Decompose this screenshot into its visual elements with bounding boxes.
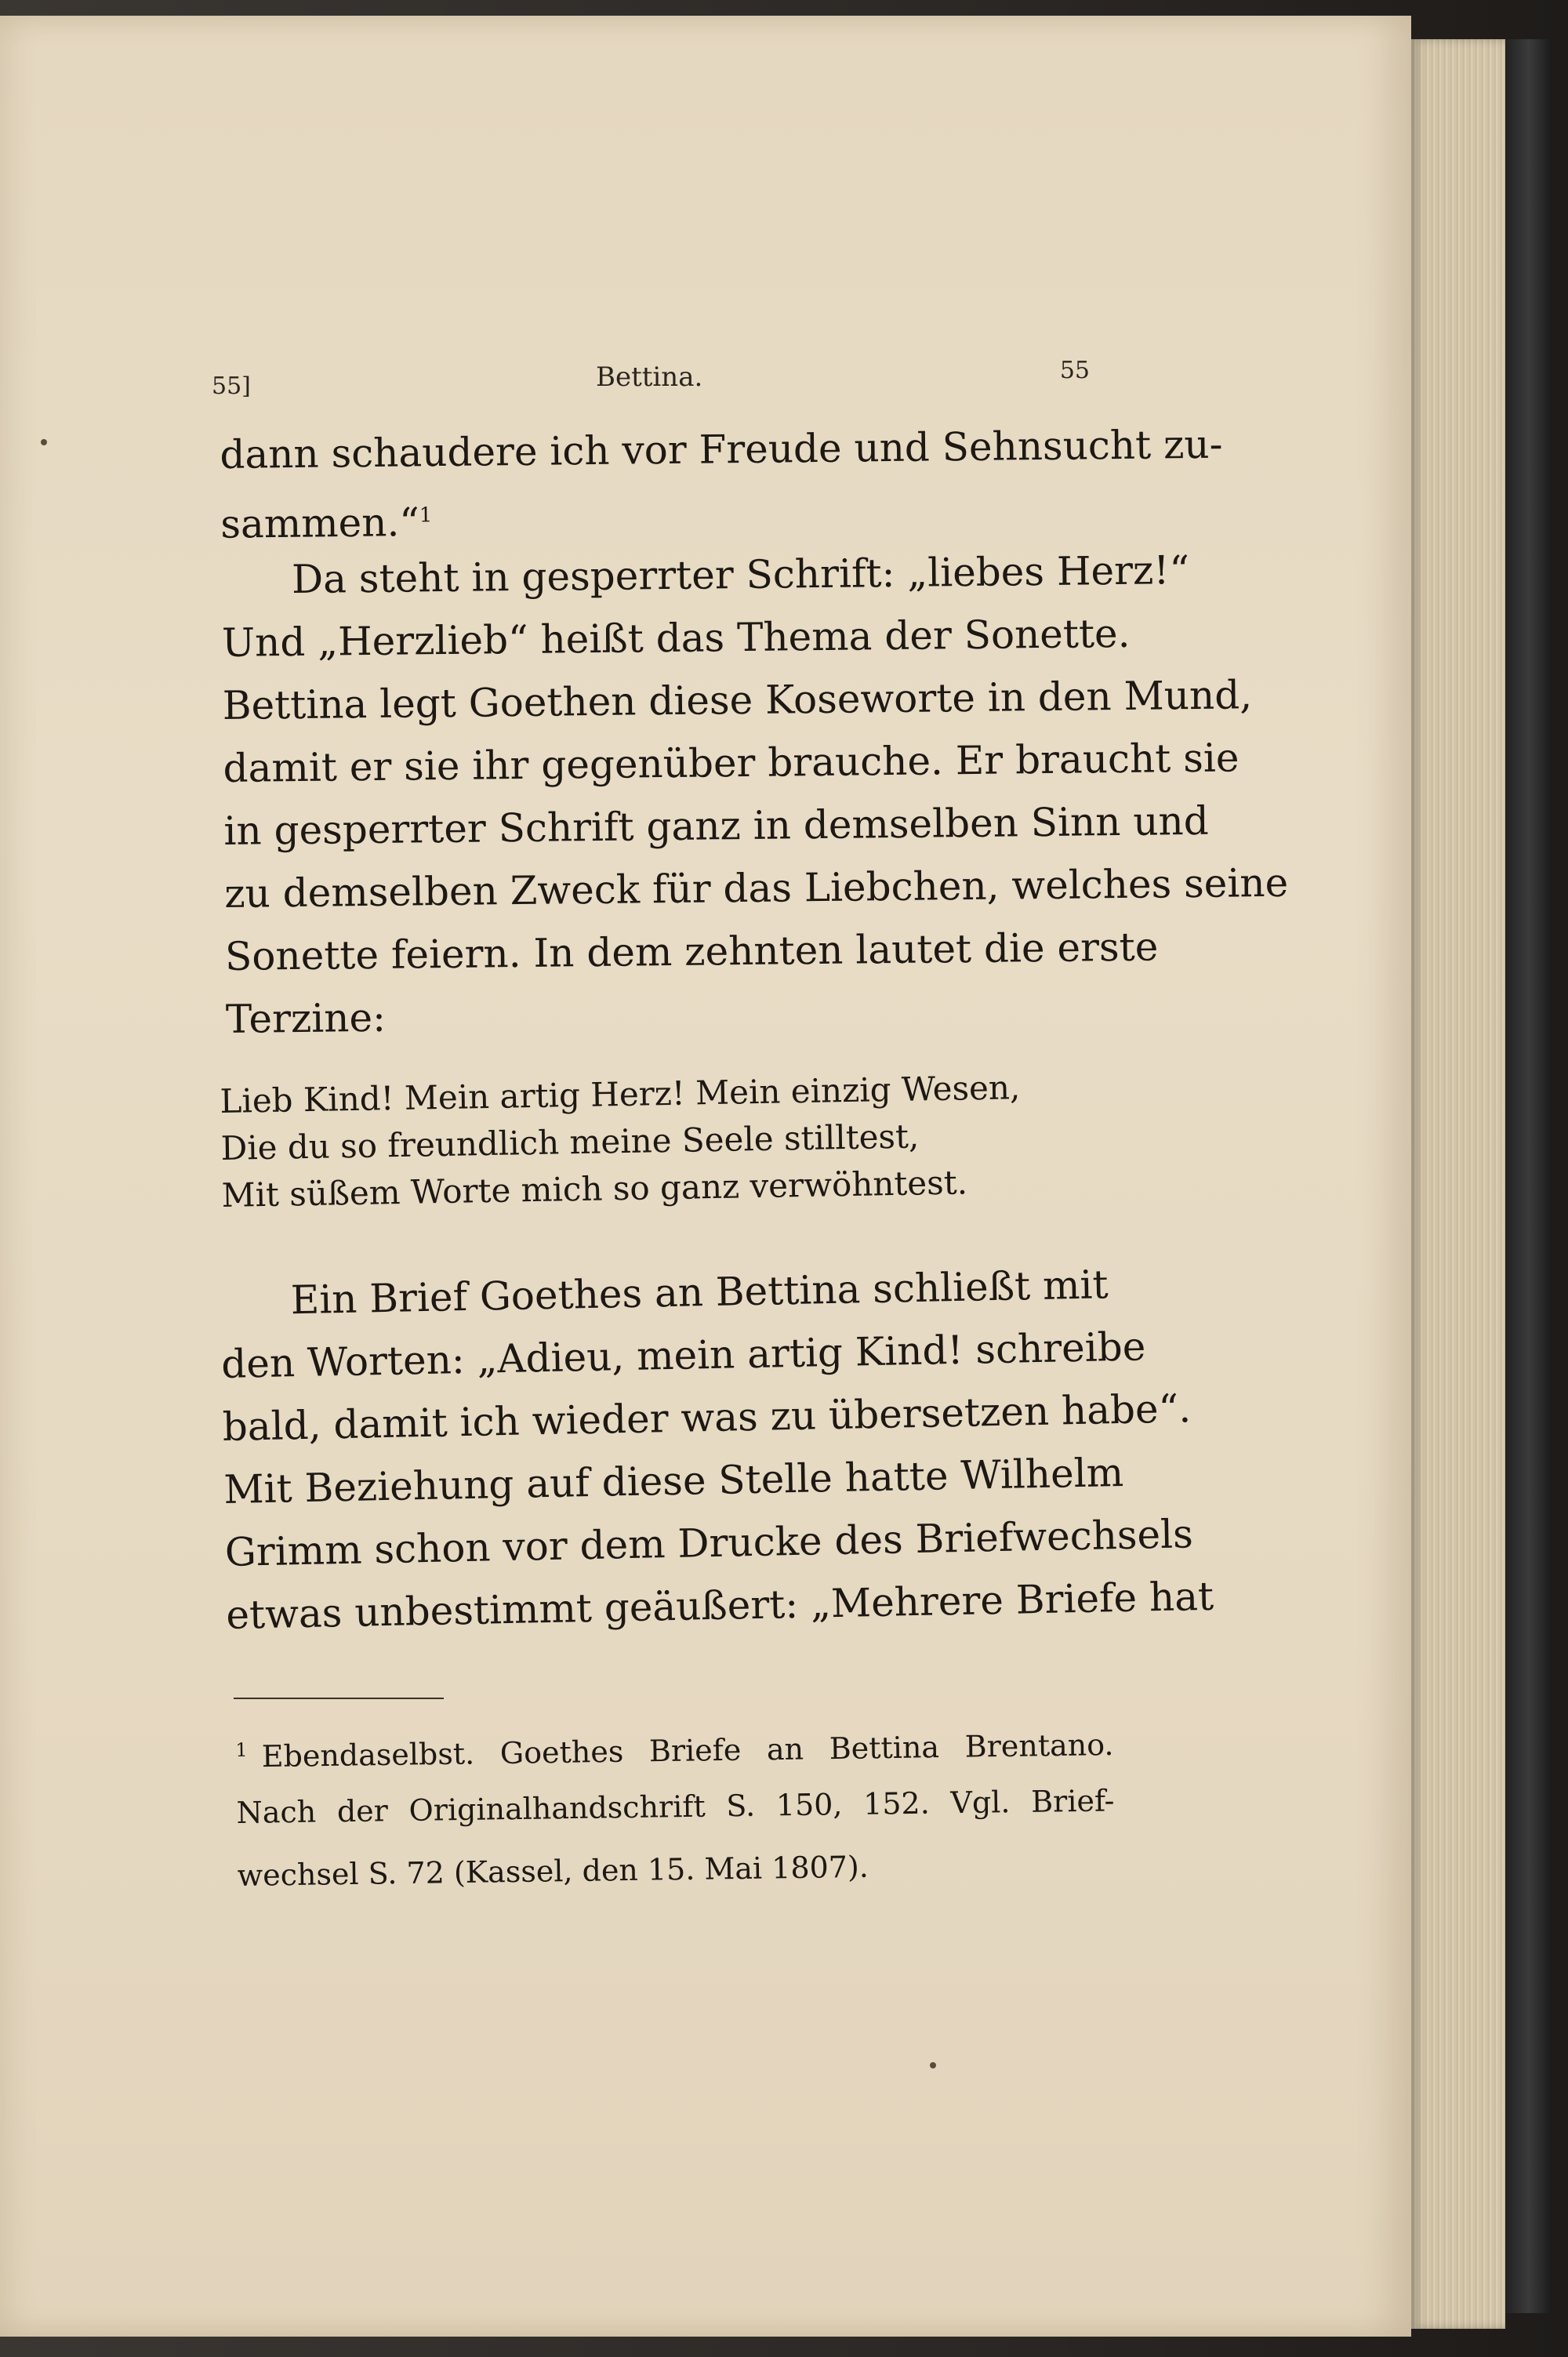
text-line: etwas unbestimmt geäußert: „Mehrere Briefe hat bbox=[225, 1573, 1214, 1638]
text-line: Da steht in gesperrter Schrift: „liebes Herz!“ bbox=[291, 547, 1190, 603]
verse-line: Die du so freundlich meine Seele stilltest, bbox=[220, 1117, 920, 1168]
footnote-line bbox=[235, 1712, 1114, 1788]
text-line: zu demselben Zweck für das Liebchen, welches seine bbox=[223, 859, 1289, 917]
header-left-page-ref: 55] bbox=[212, 372, 251, 400]
footnote bbox=[235, 1712, 1116, 1913]
main-text-block-1 bbox=[220, 414, 1289, 1051]
text-line: Und „Herzlieb“ heißt das Thema der Sonette. bbox=[221, 610, 1131, 666]
text-line bbox=[220, 477, 1099, 549]
paper-speck bbox=[41, 439, 47, 445]
text-line: damit er sie ihr gegenüber brauche. Er braucht sie bbox=[223, 735, 1240, 791]
text-line: Bettina legt Goethen diese Koseworte in den Mund, bbox=[222, 672, 1253, 728]
running-header bbox=[212, 357, 1090, 404]
text-line: bald, damit ich wieder was zu übersetzen habe“. bbox=[222, 1386, 1192, 1450]
footnote-line: wechsel S. 72 (Kassel, den 15. Mai 1807). bbox=[237, 1849, 869, 1893]
footnote-marker: 1 bbox=[235, 1738, 248, 1761]
verse-line: Mit süßem Worte mich so ganz verwöhntest. bbox=[221, 1163, 968, 1215]
page-edges bbox=[1411, 39, 1505, 2329]
verse-quote bbox=[220, 1062, 1100, 1219]
text-line: Mit Beziehung auf diese Stelle hatte Wilhelm bbox=[223, 1449, 1124, 1513]
text-line: Ein Brief Goethes an Bettina schließt mit bbox=[290, 1262, 1109, 1324]
text-line: in gesperrter Schrift ganz in demselben Sinn und bbox=[223, 797, 1209, 854]
text-line: den Worten: „Adieu, mein artig Kind! schreibe bbox=[220, 1324, 1146, 1387]
footnote-line-content: Ebendaselbst. Goethes Briefe an Bettina Brentano. bbox=[261, 1727, 1114, 1774]
text-line: dann schaudere ich vor Freude und Sehnsucht zu- bbox=[220, 421, 1223, 478]
footnote-line: Nach der Originalhandschrift S. 150, 152. Vgl. Brief- bbox=[236, 1783, 1115, 1830]
main-text-block-2 bbox=[220, 1253, 1214, 1646]
text-line-content: sammen.“ bbox=[220, 499, 420, 547]
header-title: Bettina. bbox=[596, 361, 703, 393]
text-line: Sonette feiern. In dem zehnten lautet die erste bbox=[224, 924, 1159, 979]
text-line: Terzine: bbox=[225, 994, 387, 1042]
verse-line: Lieb Kind! Mein artig Herz! Mein einzig Wesen, bbox=[220, 1068, 1021, 1120]
footnote-reference: 1 bbox=[419, 503, 433, 528]
page-number: 55 bbox=[1059, 357, 1090, 384]
footnote-separator bbox=[234, 1698, 444, 1699]
text-line: Grimm schon vor dem Drucke des Briefwechsels bbox=[224, 1511, 1194, 1575]
book-binding bbox=[1505, 39, 1552, 2313]
paper-speck bbox=[930, 2062, 936, 2068]
